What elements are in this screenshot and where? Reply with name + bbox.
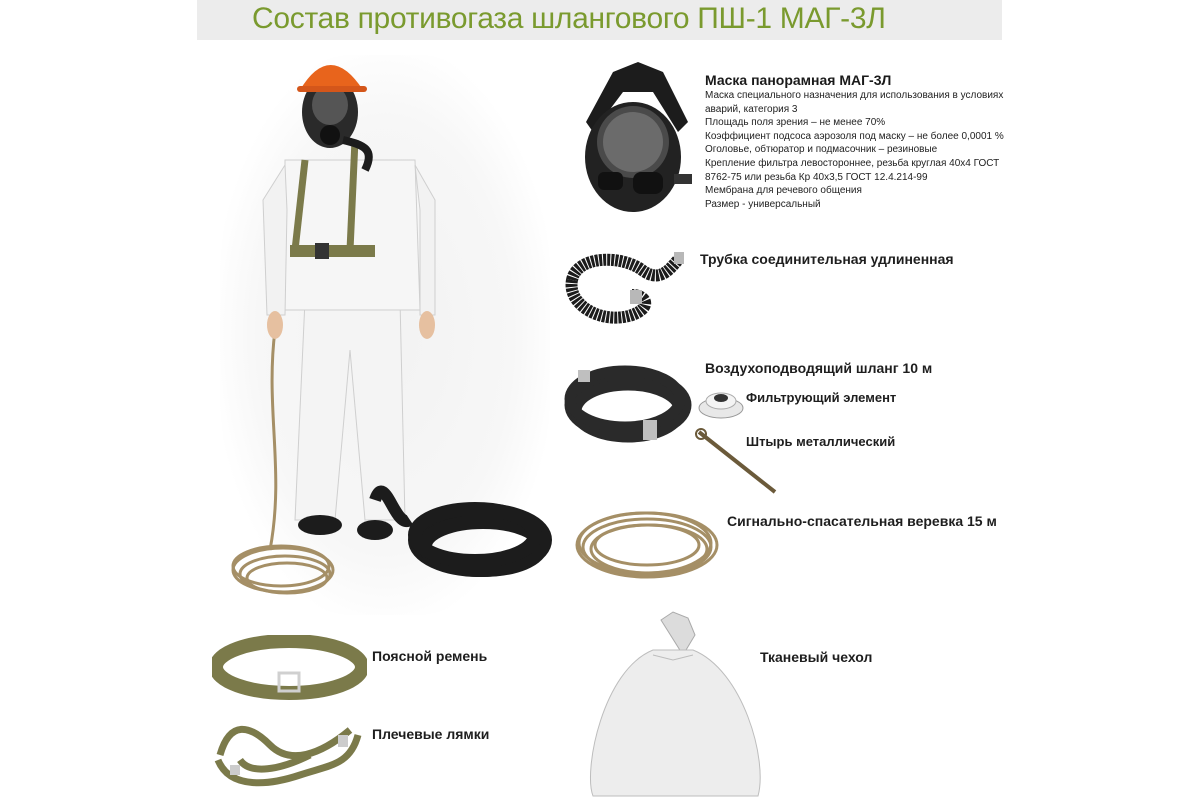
shoulder-straps-image (210, 715, 365, 795)
rope-image (572, 500, 722, 585)
stake-label: Штырь металлический (746, 434, 896, 449)
rope-label: Сигнально-спасательная веревка 15 м (727, 513, 997, 529)
mask-line: Площадь поля зрения – не менее 70% (705, 117, 886, 129)
panoramic-mask-image (578, 62, 696, 217)
mask-line: Размер - универсальный (705, 198, 821, 210)
air-hose-image (563, 355, 693, 455)
straps-label: Плечевые лямки (372, 726, 490, 742)
tube-label: Трубка соединительная удлиненная (700, 251, 954, 267)
title-bar (197, 0, 1002, 40)
connecting-tube-image (562, 250, 687, 330)
waist-belt-image (212, 635, 367, 700)
mask-description (705, 89, 1005, 211)
filter-element-image (698, 388, 744, 420)
mask-line: Коэффициент подсоса аэрозоля под маску – не более 0,0001 % (705, 130, 1004, 142)
mask-line: аварий, категория 3 (705, 103, 798, 115)
person-in-suit-image (225, 50, 565, 610)
mask-title: Маска панорамная МАГ-3Л (705, 72, 892, 88)
mask-line: Мембрана для речевого общения (705, 185, 862, 197)
belt-label: Поясной ремень (372, 648, 488, 664)
mask-line: Маска специального назначения для использования в условиях (705, 90, 1004, 101)
page-title: Состав противогаза шлангового ПШ-1 МАГ-3Л (252, 2, 886, 35)
mask-line: 8762-75 или резьба Кр 40х3,5 ГОСТ 12.4.214-99 (705, 171, 928, 183)
filter-label: Фильтрующий элемент (746, 390, 897, 405)
mask-line: Оголовье, обтюратор и подмасочник – резиновые (705, 144, 938, 156)
hose-label: Воздухоподводящий шланг 10 м (705, 360, 933, 376)
bag-label: Тканевый чехол (760, 649, 873, 665)
mask-line: Крепление фильтра левостороннее, резьба круглая 40х4 ГОСТ (705, 157, 1000, 169)
fabric-bag-image (583, 610, 768, 800)
